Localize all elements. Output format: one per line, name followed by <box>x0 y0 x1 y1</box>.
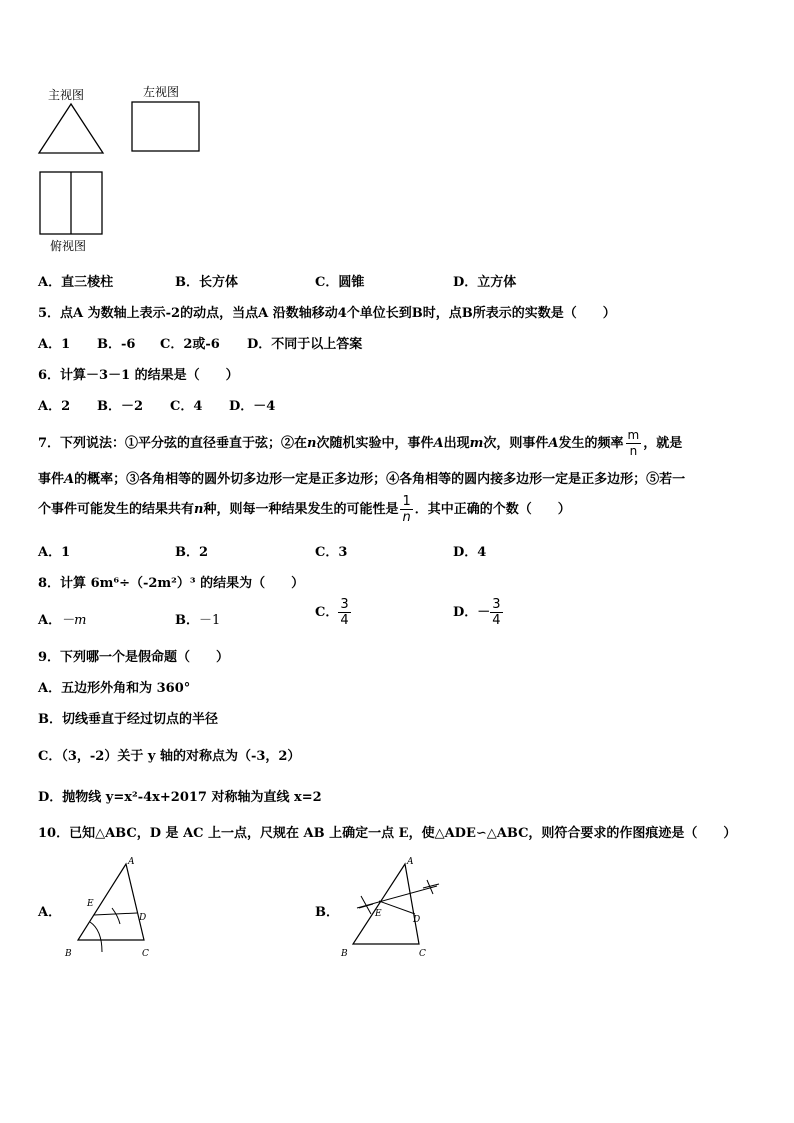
q6-stem: 6．计算－3－1 的结果是（ ） <box>38 368 239 383</box>
q4-option-b: B．长方体 <box>175 275 238 290</box>
q10-option-a: A． <box>38 905 62 920</box>
fig-a-label-c: C <box>142 949 149 959</box>
q6-option-a: A．2 <box>38 399 71 414</box>
q7-fraction-1-over-n: $\frac{1}{n}$ <box>402 494 411 525</box>
q7-option-b: B．2 <box>175 545 209 560</box>
q8-option-a: A．－m <box>38 613 87 628</box>
q8-option-d: D．－ $\frac{3}{4}$ <box>453 597 501 628</box>
q4-option-c: C．圆锥 <box>315 275 365 290</box>
q9-option-b: B．切线垂直于经过切点的半径 <box>38 712 218 727</box>
fig-a-label-d: D <box>139 913 147 923</box>
front-view-label: 主视图 <box>48 88 85 102</box>
q8-fraction-c: $\frac{3}{4}$ <box>340 597 349 628</box>
q7-fraction-m-over-n: $\frac{m}{n}$ <box>627 428 640 458</box>
q9-stem: 9．下列哪一个是假命题（ ） <box>38 650 230 665</box>
q5-stem: 5．点A 为数轴上表示-2的动点，当点A 沿数轴移动4个单位长到B时，点B所表示的实数是（ ） <box>38 306 616 321</box>
fig-b-label-e: E <box>375 909 382 919</box>
q6-option-c: C．4 <box>170 399 203 414</box>
q7-line-1: 7．下列说法：①平分弦的直径垂直于弦；②在n次随机实验中，事件A出现m次，则事件A发生的频率 $\frac{m}{n}$ ，就是 <box>38 428 683 458</box>
q9-option-a: A．五边形外角和为 360° <box>38 681 191 696</box>
fig-a-label-a: A <box>128 857 135 867</box>
q5-option-d: D．不同于以上答案 <box>247 337 363 352</box>
q8-fraction-d: $\frac{3}{4}$ <box>492 597 501 628</box>
q9-option-c: C．（3，-2）关于 y 轴的对称点为（-3，2） <box>38 749 301 764</box>
q10-figure-b <box>335 852 447 962</box>
q5-option-c: C．2或-6 <box>160 337 220 352</box>
top-view-label: 俯视图 <box>50 239 87 253</box>
fig-b-label-c: C <box>419 949 426 959</box>
q8-stem: 8．计算 6m⁶÷（-2m²）³ 的结果为（ ） <box>38 576 305 591</box>
q7-option-a: A．1 <box>38 545 71 560</box>
fig-a-label-b: B <box>65 949 72 959</box>
q6-option-d: D．－4 <box>229 399 276 414</box>
q8-option-b: B．－1 <box>175 613 221 628</box>
q10-figure-a <box>60 852 160 962</box>
q10-stem: 10．已知△ABC，D 是 AC 上一点，尺规在 AB 上确定一点 E，使△ADE∽△ABC，则符合要求的作图痕迹是（ ） <box>38 826 737 841</box>
q7-line-3: 个事件可能发生的结果共有n种，则每一种结果发生的可能性是 $\frac{1}{n}$ ．其中正确的个数（ ） <box>38 494 571 525</box>
left-view-rectangle <box>130 100 202 154</box>
q4-option-d: D．立方体 <box>453 275 517 290</box>
left-view-label: 左视图 <box>143 85 180 99</box>
q5-option-b: B．-6 <box>97 337 136 352</box>
q5-option-a: A．1 <box>38 337 71 352</box>
fig-b-label-a: A <box>407 857 414 867</box>
q4-option-a: A．直三棱柱 <box>38 275 114 290</box>
top-view-rectangle <box>38 170 106 236</box>
q7-option-c: C．3 <box>315 545 348 560</box>
q8-option-c: C． $\frac{3}{4}$ <box>315 597 349 628</box>
fig-b-label-d: D <box>413 915 421 925</box>
fig-a-label-e: E <box>87 899 94 909</box>
q9-option-d: D．抛物线 y=x²-4x+2017 对称轴为直线 x=2 <box>38 790 322 805</box>
front-view-triangle <box>36 100 106 156</box>
q7-line-2: 事件A的概率；③各角相等的圆外切多边形一定是正多边形；④各角相等的圆内接多边形一定是正多边形；⑤若一 <box>38 472 686 487</box>
q7-option-d: D．4 <box>453 545 487 560</box>
q6-option-b: B．－2 <box>97 399 144 414</box>
fig-b-label-b: B <box>341 949 348 959</box>
q10-option-b: B． <box>315 905 339 920</box>
